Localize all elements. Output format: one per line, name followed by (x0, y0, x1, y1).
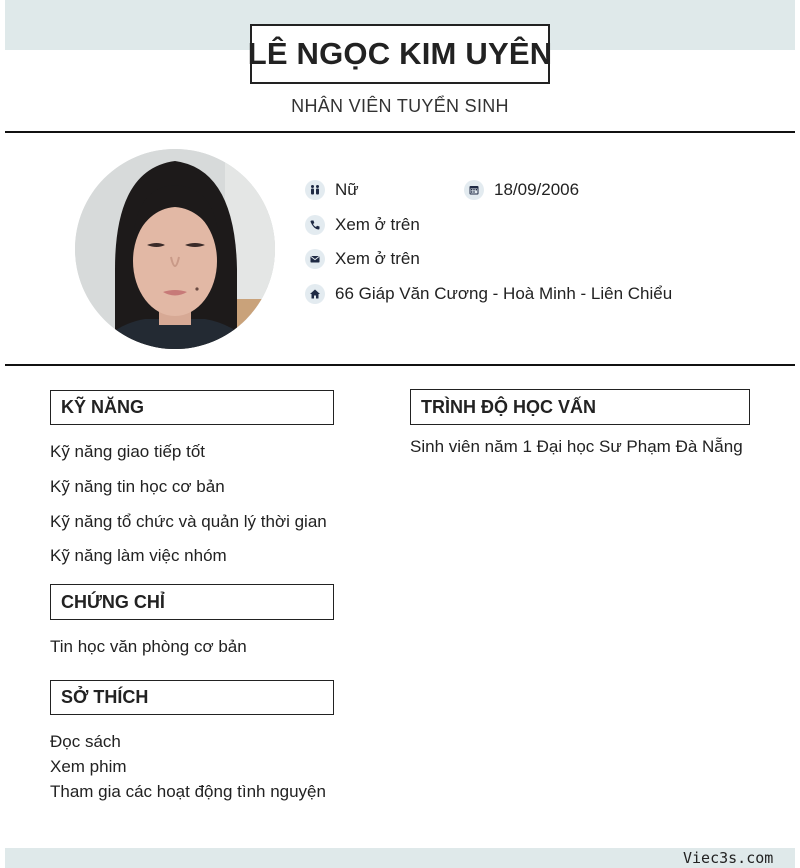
calendar-icon (464, 180, 484, 200)
certificate-item: Tin học văn phòng cơ bản (50, 637, 247, 656)
phone-value: Xem ở trên (335, 215, 420, 234)
certificates-title: CHỨNG CHỈ (61, 591, 165, 612)
hobby-item: Đọc sách (50, 732, 121, 751)
phone-row (305, 215, 420, 235)
skill-item: Kỹ năng tin học cơ bản (50, 477, 225, 496)
address-row (305, 284, 672, 304)
job-title: NHÂN VIÊN TUYỂN SINH (291, 96, 509, 116)
avatar-photo (75, 149, 275, 349)
skills-title: KỸ NĂNG (61, 397, 145, 417)
email-row (305, 249, 420, 269)
hobby-item: Xem phim (50, 757, 127, 776)
skill-item: Kỹ năng làm việc nhóm (50, 546, 227, 565)
footer-band (5, 848, 795, 868)
education-item: Sinh viên năm 1 Đại học Sư Phạm Đà Nẵng (410, 437, 743, 456)
education-section-header (410, 389, 750, 425)
watermark: Viec3s.com (683, 849, 774, 867)
people-icon (305, 180, 325, 200)
divider-top (5, 131, 795, 133)
envelope-icon (305, 249, 325, 269)
birthdate-row (464, 180, 579, 200)
divider-middle (5, 364, 795, 366)
gender-row (305, 180, 359, 200)
certificates-section-header (50, 584, 334, 620)
gender-value: Nữ (335, 180, 359, 199)
hobbies-title: SỞ THÍCH (61, 687, 149, 707)
candidate-name: LÊ NGỌC KIM UYÊN (247, 36, 553, 71)
skill-item: Kỹ năng giao tiếp tốt (50, 442, 206, 461)
hobbies-section-header (50, 680, 334, 715)
home-icon (305, 284, 325, 304)
skills-section-header (50, 390, 334, 425)
phone-icon (305, 215, 325, 235)
avatar (75, 149, 275, 349)
address-value: 66 Giáp Văn Cương - Hoà Minh - Liên Chiểu (335, 284, 673, 303)
email-value: Xem ở trên (335, 249, 420, 268)
hobby-item: Tham gia các hoạt động tình nguyện (50, 782, 326, 801)
skill-item: Kỹ năng tổ chức và quản lý thời gian (50, 512, 327, 531)
education-title: TRÌNH ĐỘ HỌC VẤN (421, 396, 596, 417)
birthdate-value: 18/09/2006 (494, 180, 580, 199)
name-box (247, 24, 553, 84)
